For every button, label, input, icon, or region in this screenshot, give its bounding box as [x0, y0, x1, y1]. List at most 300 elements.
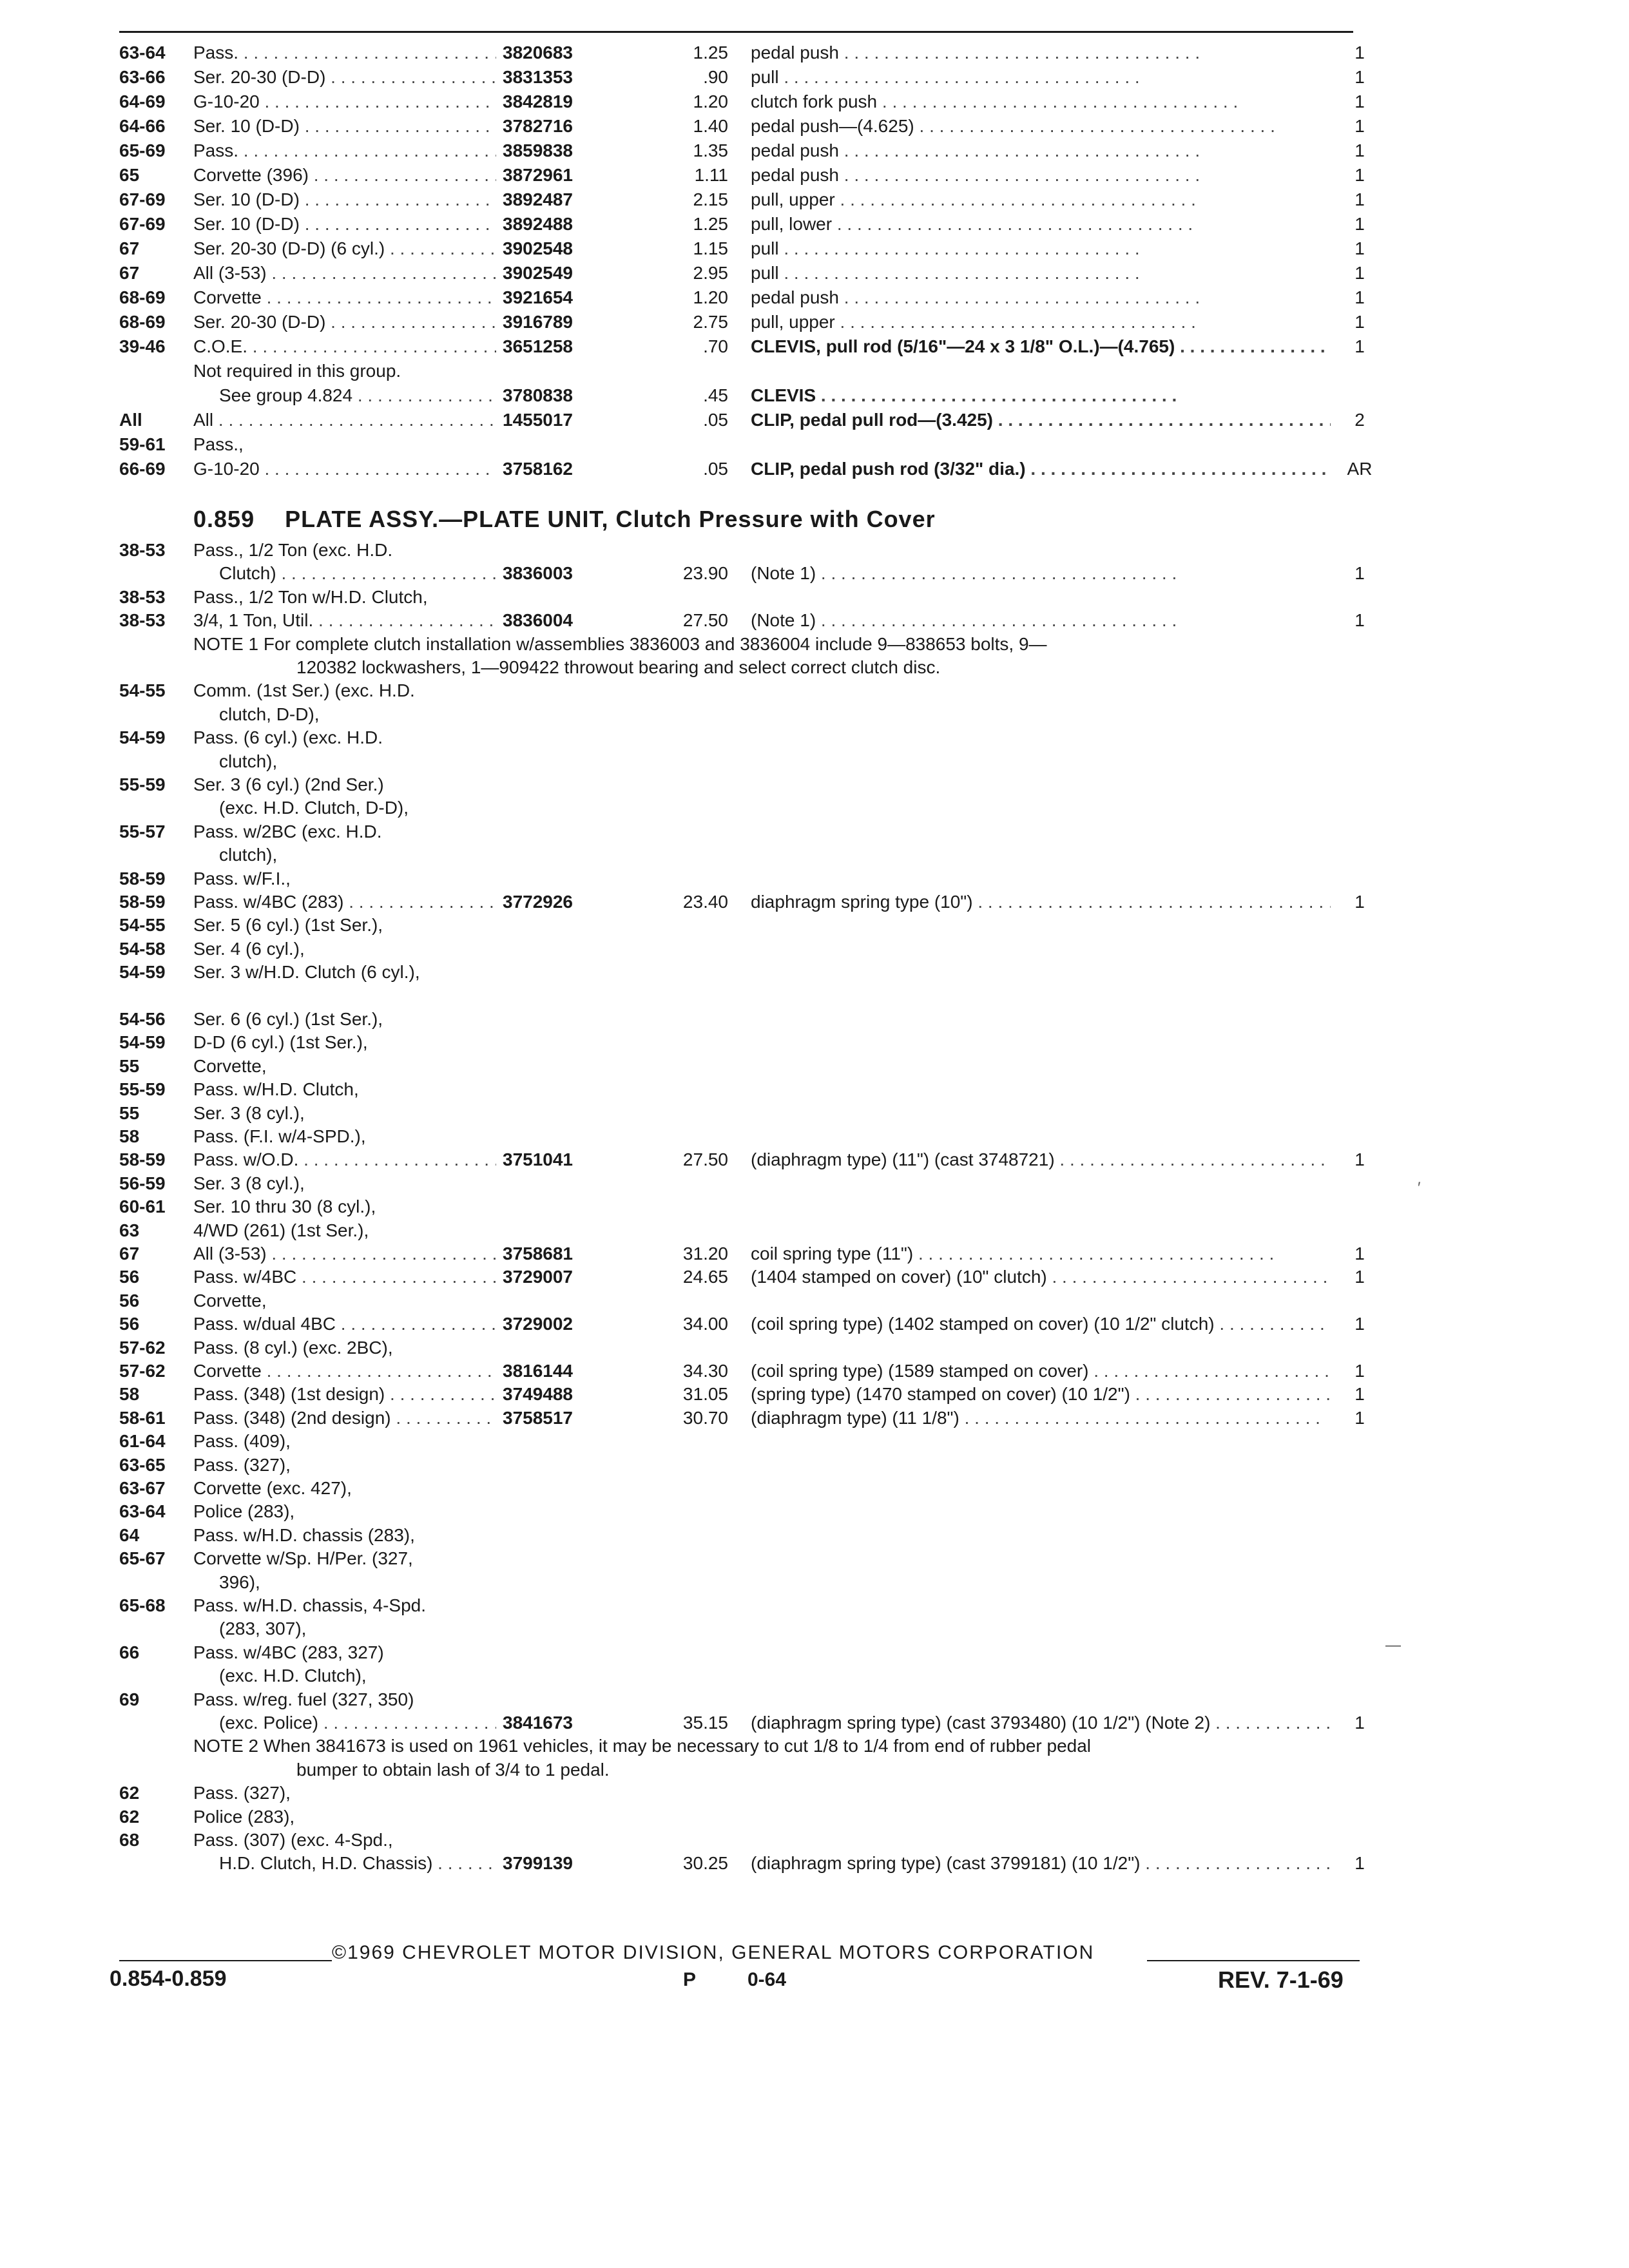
catalog-row — [0, 260, 1629, 286]
catalog-row — [0, 456, 1629, 482]
description: pedal push . . . — [751, 138, 1331, 164]
part-number: 3782716 — [503, 116, 574, 136]
quantity: 1 — [1354, 1314, 1365, 1334]
year-range: 68-69 — [119, 287, 166, 307]
year-range: 54-59 — [119, 1032, 166, 1053]
price: .90 — [703, 67, 728, 87]
catalog-row — [0, 1546, 1629, 1571]
catalog-row — [0, 1663, 1629, 1689]
description: pull . . . — [751, 236, 1331, 262]
catalog-row — [0, 1053, 1629, 1079]
part-number: 3751041 — [503, 1149, 574, 1170]
model-text: All . . . — [193, 407, 496, 433]
page-prefix: P — [683, 1969, 697, 1990]
model-text: Corvette w/Sp. H/Per. (327, — [193, 1548, 413, 1569]
model-text: Pass. (327), — [193, 1783, 291, 1803]
model-text: Pass. w/reg. fuel (327, 350) — [193, 1689, 414, 1709]
price: 1.20 — [693, 91, 728, 111]
year-range: 56 — [119, 1267, 140, 1287]
description: CLIP, pedal pull rod—(3.425) . . . — [751, 407, 1331, 433]
part-number: 3816144 — [503, 1361, 574, 1381]
copyright-line: ©1969 CHEVROLET MOTOR DIVISION, GENERAL MOTORS CORPORATION — [332, 1942, 1095, 1963]
description: CLIP, pedal push rod (3/32" dia.) . . . — [751, 456, 1331, 482]
catalog-row — [0, 749, 1629, 774]
description: (coil spring type) (1589 stamped on cover) . . . — [751, 1358, 1331, 1384]
model-text: Police (283), — [193, 1501, 295, 1522]
description: pedal push . . . — [751, 285, 1331, 311]
year-range: 67-69 — [119, 189, 166, 209]
catalog-row — [0, 1687, 1629, 1713]
year-range: 55 — [119, 1055, 140, 1076]
part-number: 3842819 — [503, 91, 574, 111]
model-text: Ser. 3 w/H.D. Clutch (6 cyl.), — [193, 962, 420, 983]
part-number: 3729002 — [503, 1314, 574, 1334]
description: (diaphragm spring type) (cast 3793480) (10 1/2") (Note 2) . . . — [751, 1710, 1331, 1736]
model-text: Not required in this group. — [193, 361, 401, 381]
catalog-row — [0, 866, 1629, 892]
catalog-row — [0, 1593, 1629, 1619]
quantity: 1 — [1354, 336, 1365, 356]
part-number: 3758162 — [503, 459, 574, 479]
part-number: 3772926 — [503, 892, 574, 912]
model-text: Corvette, — [193, 1055, 267, 1076]
part-number: 3820683 — [503, 43, 574, 62]
part-number: 3758681 — [503, 1244, 574, 1264]
model-text: Pass. (348) (1st design) . . . — [193, 1381, 496, 1407]
model-text: Pass. w/H.D. Clutch, — [193, 1079, 359, 1100]
catalog-row — [0, 1616, 1629, 1642]
note-line — [0, 631, 1629, 657]
price: 27.50 — [682, 1149, 728, 1170]
model-text: Pass. (8 cyl.) (exc. 2BC), — [193, 1337, 393, 1358]
year-range: 67 — [119, 1244, 140, 1264]
year-range: 64 — [119, 1524, 140, 1545]
quantity: 2 — [1354, 410, 1365, 430]
model-text: Pass., 1/2 Ton w/H.D. Clutch, — [193, 586, 428, 607]
year-range: 58-61 — [119, 1407, 166, 1428]
model-text: (exc. H.D. Clutch), — [219, 1666, 367, 1686]
catalog-row — [0, 983, 1629, 1009]
part-number: 3872961 — [503, 165, 574, 185]
year-range: 67-69 — [119, 214, 166, 234]
year-range: 63 — [119, 1220, 140, 1240]
model-text: Pass. (F.I. w/4-SPD.), — [193, 1126, 366, 1146]
model-text: Pass. w/F.I., — [193, 868, 291, 889]
year-range: 54-56 — [119, 1009, 166, 1029]
note-line — [0, 655, 1629, 680]
catalog-row — [0, 236, 1629, 262]
catalog-row — [0, 725, 1629, 751]
model-text: Corvette (exc. 427), — [193, 1478, 352, 1498]
catalog-row — [0, 912, 1629, 938]
part-number: 3916789 — [503, 312, 574, 332]
catalog-row — [0, 936, 1629, 962]
price: 23.90 — [682, 563, 728, 584]
model-text: Pass. w/2BC (exc. H.D. — [193, 821, 382, 841]
model-text: Comm. (1st Ser.) (exc. H.D. — [193, 680, 415, 701]
price: 1.15 — [693, 238, 728, 258]
year-range: 67 — [119, 263, 140, 283]
model-text: Ser. 5 (6 cyl.) (1st Ser.), — [193, 915, 383, 936]
quantity: 1 — [1354, 91, 1365, 111]
margin-speck: ′ — [1418, 1179, 1421, 1196]
year-range: 55-59 — [119, 774, 166, 794]
model-text: Pass. w/dual 4BC . . . — [193, 1311, 496, 1337]
price: 34.30 — [682, 1361, 728, 1381]
catalog-row — [0, 1499, 1629, 1524]
part-number: 3892488 — [503, 214, 574, 234]
price: .45 — [703, 385, 728, 405]
description: (spring type) (1470 stamped on cover) (10 1/2") . . . — [751, 1381, 1331, 1407]
catalog-row — [0, 309, 1629, 335]
section-heading — [193, 506, 936, 533]
model-text: Pass. (307) (exc. 4-Spd., — [193, 1830, 393, 1850]
year-range: 56 — [119, 1290, 140, 1311]
model-text: Ser. 10 thru 30 (8 cyl.), — [193, 1196, 376, 1217]
year-range: 54-55 — [119, 915, 166, 936]
model-text: Pass. w/H.D. chassis, 4-Spd. — [193, 1595, 427, 1615]
year-range: 54-58 — [119, 938, 166, 959]
year-range: 68-69 — [119, 312, 166, 332]
quantity: 1 — [1354, 1713, 1365, 1733]
year-range: 67 — [119, 238, 140, 258]
model-text: D-D (6 cyl.) (1st Ser.), — [193, 1032, 368, 1053]
year-range: 65-68 — [119, 1595, 166, 1615]
description: pedal push—(4.625) . . . — [751, 113, 1331, 139]
model-text: Corvette (396) . . . — [193, 162, 496, 188]
part-number: 3902548 — [503, 238, 574, 258]
year-range: 56 — [119, 1314, 140, 1334]
year-range: 58-59 — [119, 892, 166, 912]
price: .70 — [703, 336, 728, 356]
model-text: Pass., — [193, 434, 244, 454]
quantity: 1 — [1354, 563, 1365, 584]
model-text: See group 4.824 . . . — [219, 383, 496, 408]
catalog-row — [0, 1100, 1629, 1126]
model-text: Ser. 3 (8 cyl.), — [193, 1173, 305, 1193]
description: coil spring type (11") . . . — [751, 1241, 1331, 1267]
description: pull . . . — [751, 260, 1331, 286]
year-range: 58 — [119, 1384, 140, 1405]
model-text: Corvette, — [193, 1290, 267, 1311]
quantity: 1 — [1354, 165, 1365, 185]
year-range: 54-59 — [119, 962, 166, 983]
part-number: 3892487 — [503, 189, 574, 209]
year-range: 63-64 — [119, 1501, 166, 1522]
catalog-row — [0, 1850, 1629, 1876]
catalog-row — [0, 64, 1629, 90]
year-range: 64-69 — [119, 91, 166, 111]
model-text: (283, 307), — [219, 1619, 307, 1639]
catalog-row — [0, 889, 1629, 915]
quantity: 1 — [1354, 1853, 1365, 1874]
model-text: Pass. (327), — [193, 1454, 291, 1475]
catalog-row — [0, 537, 1629, 563]
catalog-row — [0, 162, 1629, 188]
model-text: Ser. 10 (D-D) . . . — [193, 187, 496, 213]
catalog-row — [0, 1264, 1629, 1290]
price: 2.75 — [693, 312, 728, 332]
model-text: Pass. . . . — [193, 138, 496, 164]
year-range: 63-67 — [119, 1478, 166, 1498]
footer-rule-right — [1147, 1960, 1360, 1961]
model-text: Pass. w/4BC (283, 327) — [193, 1642, 384, 1662]
catalog-row — [0, 959, 1629, 985]
year-range: 65-69 — [119, 140, 166, 160]
year-range: 66 — [119, 1642, 140, 1662]
catalog-row — [0, 584, 1629, 610]
revision: REV. 7-1-69 — [1218, 1966, 1344, 1993]
catalog-row — [0, 1311, 1629, 1337]
catalog-row — [0, 211, 1629, 237]
price: 1.35 — [693, 140, 728, 160]
quantity: 1 — [1354, 67, 1365, 87]
price: 34.00 — [682, 1314, 728, 1334]
catalog-row — [0, 1523, 1629, 1548]
part-number: 3836004 — [503, 610, 574, 631]
catalog-row — [0, 1804, 1629, 1830]
model-text: G-10-20 . . . — [193, 456, 496, 482]
description: (coil spring type) (1402 stamped on cover) (10 1/2" clutch) . . . — [751, 1311, 1331, 1337]
price: 1.20 — [693, 287, 728, 307]
quantity: 1 — [1354, 1149, 1365, 1170]
catalog-row — [0, 187, 1629, 213]
quantity: 1 — [1354, 116, 1365, 136]
part-number: 3836003 — [503, 563, 574, 584]
model-text: Pass., 1/2 Ton (exc. H.D. — [193, 540, 393, 560]
section-title: PLATE ASSY.—PLATE UNIT, Clutch Pressure with Cover — [285, 506, 936, 532]
price: 35.15 — [682, 1713, 728, 1733]
description: clutch fork push . . . — [751, 89, 1331, 115]
catalog-row — [0, 1428, 1629, 1454]
catalog-row — [0, 795, 1629, 821]
catalog-row — [0, 285, 1629, 311]
model-text: Pass. (6 cyl.) (exc. H.D. — [193, 727, 383, 748]
year-range: 58-59 — [119, 868, 166, 889]
year-range: 39-46 — [119, 336, 166, 356]
quantity: 1 — [1354, 140, 1365, 160]
description: pedal push . . . — [751, 162, 1331, 188]
catalog-row — [0, 89, 1629, 115]
section-number: 0.859 — [193, 506, 255, 532]
catalog-row — [0, 1030, 1629, 1055]
price: 23.40 — [682, 892, 728, 912]
catalog-row — [0, 842, 1629, 868]
model-text: C.O.E. . . . — [193, 334, 496, 360]
model-text: clutch), — [219, 845, 278, 865]
part-number: 3799139 — [503, 1853, 574, 1874]
quantity: AR — [1347, 459, 1373, 479]
part-number: 3749488 — [503, 1384, 574, 1405]
catalog-row — [0, 608, 1629, 633]
model-text: All (3-53) . . . — [193, 260, 496, 286]
catalog-row — [0, 1381, 1629, 1407]
year-range: 61-64 — [119, 1431, 166, 1452]
model-text: Corvette . . . — [193, 1358, 496, 1384]
model-text: Ser. 20-30 (D-D) (6 cyl.) . . . — [193, 236, 496, 262]
note-text: NOTE 1 For complete clutch installation w/assemblies 3836003 and 3836004 include 9—838653 bolts, 9— — [193, 633, 1047, 654]
note-text: bumper to obtain lash of 3/4 to 1 pedal. — [296, 1759, 610, 1780]
model-text: Ser. 3 (8 cyl.), — [193, 1102, 305, 1123]
year-range: 54-55 — [119, 680, 166, 701]
description: pedal push . . . — [751, 40, 1331, 66]
model-text: clutch), — [219, 751, 278, 771]
model-text: Pass. (348) (2nd design) . . . — [193, 1405, 496, 1431]
model-text: 3/4, 1 Ton, Util. . . . — [193, 608, 496, 633]
quantity: 1 — [1354, 287, 1365, 307]
catalog-row — [0, 772, 1629, 798]
part-number: 3841673 — [503, 1713, 574, 1733]
year-range: 57-62 — [119, 1361, 166, 1381]
note-text: 120382 lockwashers, 1—909422 throwout bearing and select correct clutch disc. — [296, 657, 941, 677]
part-number: 3729007 — [503, 1267, 574, 1287]
model-text: Pass. . . . — [193, 40, 496, 66]
price: 27.50 — [682, 610, 728, 631]
catalog-row — [0, 40, 1629, 66]
catalog-row — [0, 678, 1629, 704]
group-range: 0.854-0.859 — [110, 1966, 227, 1991]
model-text: All (3-53) . . . — [193, 1241, 496, 1267]
description: (diaphragm spring type) (cast 3799181) (10 1/2") . . . — [751, 1850, 1331, 1876]
quantity: 1 — [1354, 1361, 1365, 1381]
model-text: Ser. 20-30 (D-D) . . . — [193, 64, 496, 90]
catalog-row — [0, 1780, 1629, 1806]
price: .05 — [703, 410, 728, 430]
year-range: 64-66 — [119, 116, 166, 136]
price: 31.20 — [682, 1244, 728, 1264]
year-range: 63-64 — [119, 43, 166, 62]
year-range: 38-53 — [119, 540, 166, 560]
model-text: 4/WD (261) (1st Ser.), — [193, 1220, 369, 1240]
catalog-row — [0, 1475, 1629, 1501]
part-number: 3921654 — [503, 287, 574, 307]
model-text: Ser. 3 (6 cyl.) (2nd Ser.) — [193, 774, 384, 794]
price: 1.11 — [694, 165, 728, 185]
part-number: 3651258 — [503, 336, 574, 356]
catalog-row — [0, 1006, 1629, 1032]
part-number: 1455017 — [503, 410, 574, 430]
year-range: 66-69 — [119, 459, 166, 479]
quantity: 1 — [1354, 43, 1365, 62]
year-range: 56-59 — [119, 1173, 166, 1193]
description: (Note 1) . . . — [751, 608, 1331, 633]
model-text: Pass. w/O.D. . . . — [193, 1147, 496, 1173]
part-number: 3780838 — [503, 385, 574, 405]
price: .05 — [703, 459, 728, 479]
description: CLEVIS, pull rod (5/16"—24 x 3 1/8" O.L.)—(4.765) . . . — [751, 334, 1331, 360]
price: 24.65 — [682, 1267, 728, 1287]
model-text: (exc. Police) . . . — [219, 1710, 496, 1736]
catalog-row — [0, 113, 1629, 139]
quantity: 1 — [1354, 1267, 1365, 1287]
model-text: Pass. w/4BC . . . — [193, 1264, 496, 1290]
catalog-row — [0, 1452, 1629, 1478]
model-text: Pass. w/4BC (283) . . . — [193, 889, 496, 915]
description: diaphragm spring type (10") . . . — [751, 889, 1331, 915]
model-text: clutch, D-D), — [219, 704, 320, 724]
year-range: 55-57 — [119, 821, 166, 841]
part-number: 3758517 — [503, 1407, 574, 1428]
quantity: 1 — [1354, 263, 1365, 283]
year-range: 59-61 — [119, 434, 166, 454]
catalog-row — [0, 1335, 1629, 1361]
year-range: 54-59 — [119, 727, 166, 748]
year-range: 63-65 — [119, 1454, 166, 1475]
part-number: 3859838 — [503, 140, 574, 160]
catalog-row — [0, 138, 1629, 164]
price: 1.25 — [693, 214, 728, 234]
model-text: (exc. H.D. Clutch, D-D), — [219, 798, 409, 818]
quantity: 1 — [1354, 312, 1365, 332]
model-text: Ser. 4 (6 cyl.), — [193, 938, 305, 959]
model-text: Ser. 6 (6 cyl.) (1st Ser.), — [193, 1009, 383, 1029]
catalog-row — [0, 561, 1629, 586]
note-line — [0, 1733, 1629, 1759]
description: (1404 stamped on cover) (10" clutch) . . . — [751, 1264, 1331, 1290]
year-range: 55-59 — [119, 1079, 166, 1100]
quantity: 1 — [1354, 1244, 1365, 1264]
top-rule — [119, 31, 1353, 33]
model-text: Pass. (409), — [193, 1431, 291, 1452]
description: pull, upper . . . — [751, 187, 1331, 213]
part-number: 3831353 — [503, 67, 574, 87]
description: pull, lower . . . — [751, 211, 1331, 237]
quantity: 1 — [1354, 189, 1365, 209]
catalog-row — [0, 1077, 1629, 1102]
description: (diaphragm type) (11 1/8") . . . — [751, 1405, 1331, 1431]
quantity: 1 — [1354, 214, 1365, 234]
catalog-row — [0, 1194, 1629, 1220]
quantity: 1 — [1354, 1384, 1365, 1405]
catalog-row — [0, 407, 1629, 433]
price: 2.95 — [693, 263, 728, 283]
model-text: Ser. 10 (D-D) . . . — [193, 113, 496, 139]
price: 31.05 — [682, 1384, 728, 1405]
price: 30.70 — [682, 1407, 728, 1428]
quantity: 1 — [1354, 1407, 1365, 1428]
model-text: Pass. w/H.D. chassis (283), — [193, 1524, 415, 1545]
year-range: 62 — [119, 1783, 140, 1803]
catalog-row — [0, 1241, 1629, 1267]
year-range: 63-66 — [119, 67, 166, 87]
year-range: 69 — [119, 1689, 140, 1709]
price: 1.40 — [693, 116, 728, 136]
year-range: 58-59 — [119, 1149, 166, 1170]
catalog-row — [0, 1640, 1629, 1666]
catalog-row — [0, 334, 1629, 360]
catalog-row — [0, 702, 1629, 727]
description: CLEVIS . . . — [751, 383, 1331, 408]
note-line — [0, 1757, 1629, 1783]
model-text: G-10-20 . . . — [193, 89, 496, 115]
catalog-row — [0, 1171, 1629, 1196]
catalog-row — [0, 1570, 1629, 1595]
model-text: Ser. 10 (D-D) . . . — [193, 211, 496, 237]
quantity: 1 — [1354, 892, 1365, 912]
year-range: 65-67 — [119, 1548, 166, 1569]
model-text: H.D. Clutch, H.D. Chassis) . . . — [219, 1850, 496, 1876]
description: pull . . . — [751, 64, 1331, 90]
year-range: 57-62 — [119, 1337, 166, 1358]
quantity: 1 — [1354, 610, 1365, 631]
catalog-row — [0, 1147, 1629, 1173]
year-range: 68 — [119, 1830, 140, 1850]
catalog-row — [0, 358, 1629, 384]
price: 30.25 — [682, 1853, 728, 1874]
note-text: NOTE 2 When 3841673 is used on 1961 vehicles, it may be necessary to cut 1/8 to 1/4 from end of rubber pedal — [193, 1736, 1092, 1756]
model-text: Ser. 20-30 (D-D) . . . — [193, 309, 496, 335]
catalog-row — [0, 432, 1629, 457]
